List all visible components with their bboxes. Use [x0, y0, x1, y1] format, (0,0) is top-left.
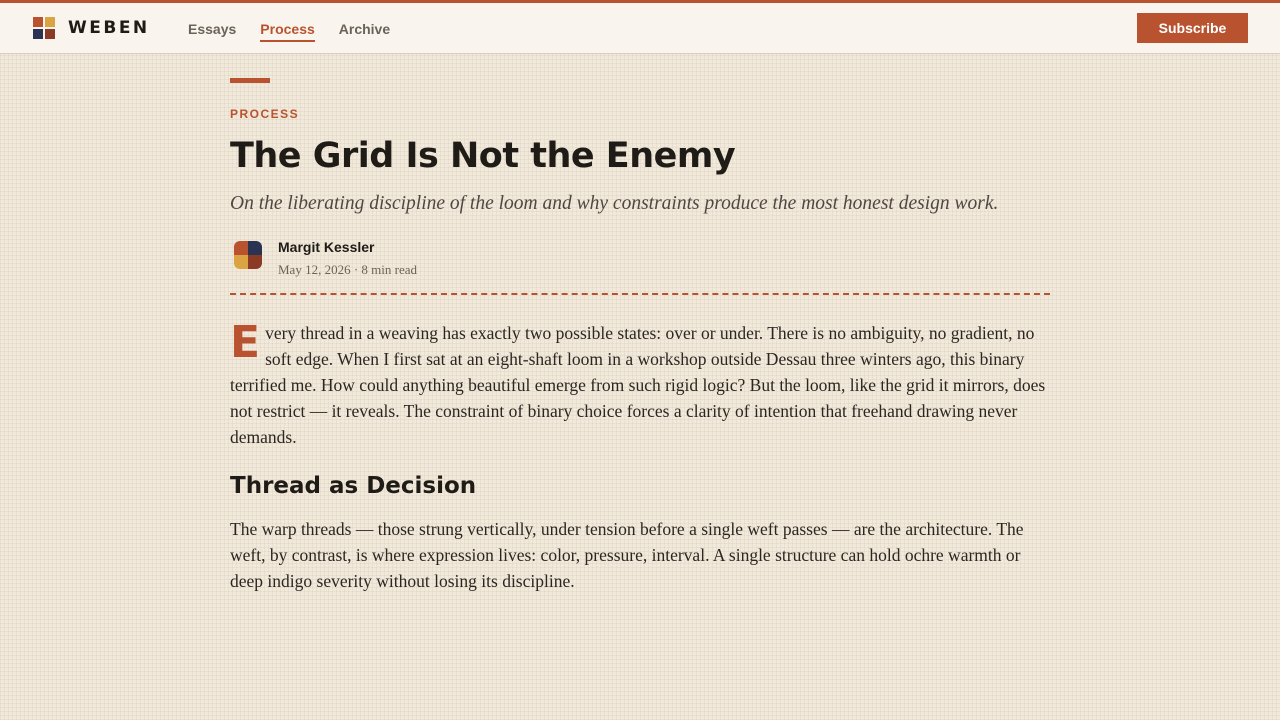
paragraph-text: very thread in a weaving has exactly two possible states: over or under. There is no ambiguity, no gradient, no soft edge. When I first sat at an eight-shaft loom in a workshop outside Dessau three winters ago, this binary terrified me. How could anything beautiful emerge from such rigid logic? But the loom, like the grid it mirrors, does not restrict — it reveals. The constraint of binary choice forces a clarity of intention that freehand drawing never demands. — [230, 323, 1046, 447]
nav-item-process[interactable]: Process — [260, 21, 314, 42]
nav-item-archive[interactable]: Archive — [338, 21, 391, 37]
brand-name[interactable]: WEBEN — [68, 18, 150, 38]
nav-item-essays[interactable]: Essays — [188, 21, 237, 37]
dashed-divider — [230, 293, 1050, 295]
drop-cap: E — [230, 317, 261, 368]
byline — [230, 237, 1050, 279]
section-heading: Thread as Decision — [230, 473, 477, 499]
subscribe-button[interactable]: Subscribe — [1137, 13, 1248, 43]
author-name[interactable]: Margit Kessler — [278, 239, 375, 255]
article-title: The Grid Is Not the Enemy — [230, 136, 736, 176]
body-paragraph — [230, 317, 1050, 450]
article-dek: On the liberating discipline of the loom and why constraints produce the most honest design work. — [230, 193, 999, 214]
body-paragraph: The warp threads — those strung vertically, under tension before a single weft passes — are the architecture. The weft, by contrast, is where expression lives: color, pressure, interval. A single structure can hold ochre warmth or deep indigo severity without losing its discipline. — [230, 519, 1024, 591]
top-navigation-bar — [0, 0, 1280, 54]
article — [230, 78, 1050, 594]
accent-rule — [230, 78, 270, 83]
publish-meta: May 12, 2026 · 8 min read — [278, 262, 418, 277]
article-kicker[interactable]: PROCESS — [230, 107, 300, 121]
logo-icon[interactable] — [33, 17, 55, 39]
author-avatar[interactable] — [234, 241, 262, 269]
main-nav — [188, 21, 390, 42]
